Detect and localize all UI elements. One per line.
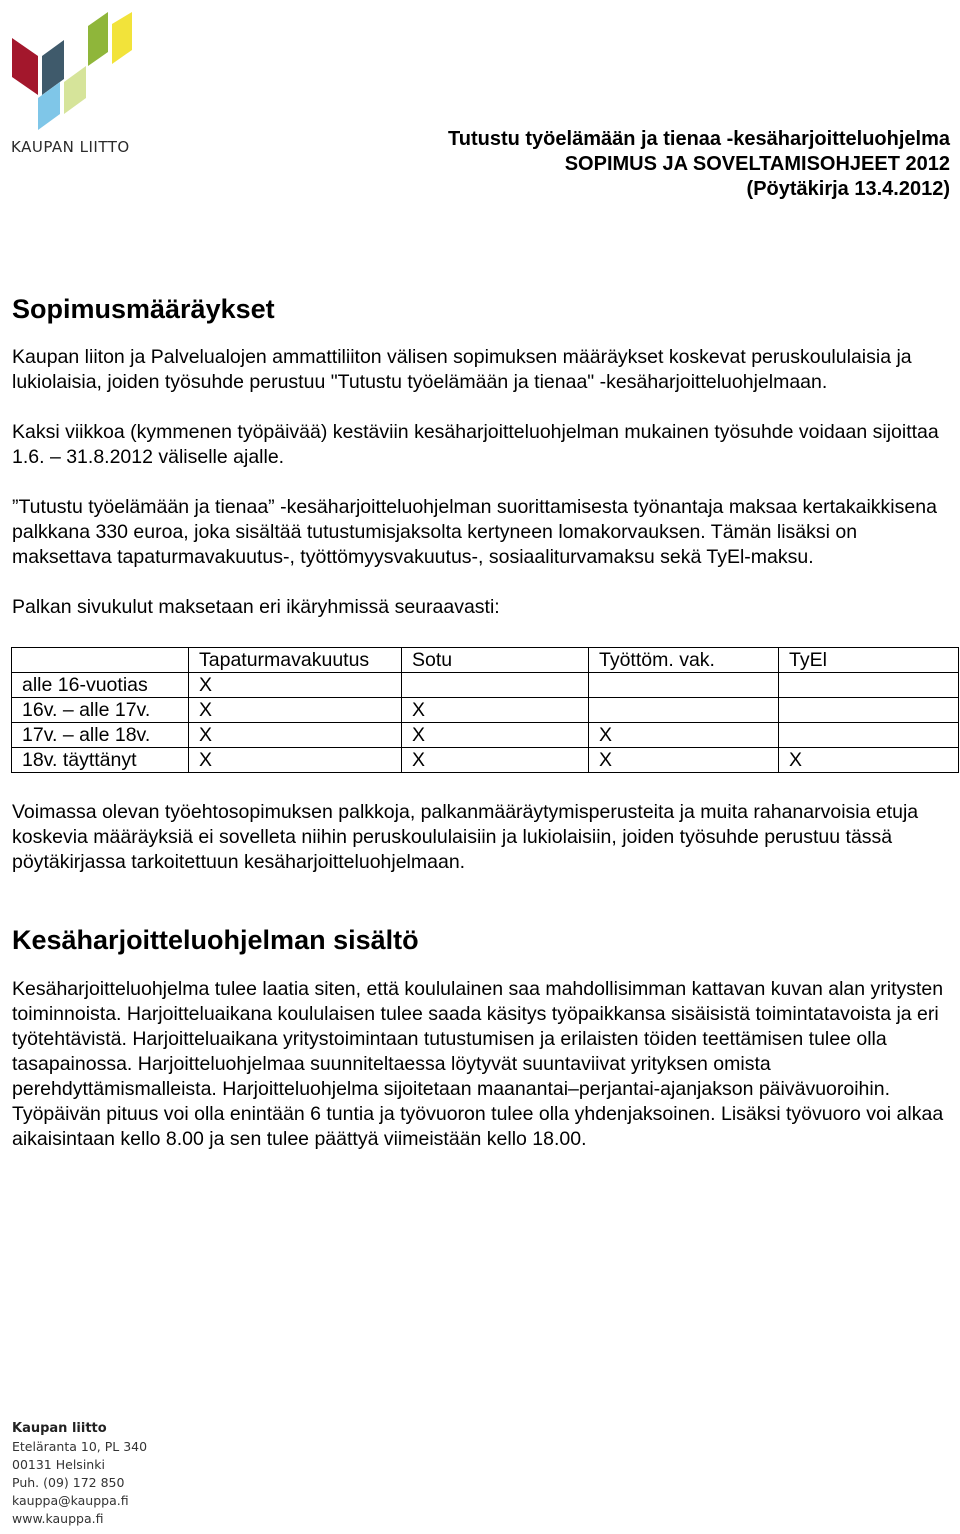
paragraph-side-costs: Palkan sivukulut maksetaan eri ikäryhmissä seuraavasti: (12, 596, 500, 618)
table-row (12, 698, 959, 723)
kaupan-liitto-logo (8, 10, 138, 156)
section-title-sisalto: Kesäharjoitteluohjelman sisältö (12, 925, 419, 955)
logo-shape-pale (64, 66, 86, 114)
logo-shape-dark (42, 40, 64, 95)
table-cell (402, 673, 589, 698)
table-cell (589, 673, 779, 698)
table-cell: X (402, 698, 589, 723)
logo-shape-green (88, 12, 108, 66)
table-header-cell: Työttöm. vak. (589, 648, 779, 673)
table-cell: X (189, 723, 402, 748)
table-header-row (12, 648, 959, 673)
table-cell: 16v. – alle 17v. (12, 698, 189, 723)
table-header-cell (12, 648, 189, 673)
footer-contact (12, 1420, 147, 1528)
table-header-cell: Tapaturmavakuutus (189, 648, 402, 673)
table-cell: X (189, 698, 402, 723)
table-cell: X (189, 673, 402, 698)
footer-address: Eteläranta 10, PL 340 (12, 1439, 148, 1454)
section-title-sopimusmaaraykset: Sopimusmääräykset (12, 294, 275, 324)
paragraph-program-content: Kesäharjoitteluohjelma tulee laatia siten, että koululainen saa mahdollisimman kattavan kuvan alan yritysten toiminnoista. Harjoitteluaikana koululaisen tulee saada käsitys työpaikkansa sisäisistä toimintatavoista ja eri työtehtävistä. Harjoitteluaikana yritystoimintaan tutustumisen ja erilaisten töiden teettämisen tulee olla tasapainossa. Harjoitteluohjelmaa suunniteltaessa löytyvät suuntaviivat yrityksen omista perehdyttämismalleista. Harjoitteluohjelma sijoitetaan maanantai–perjantai-ajanjakson päivävuoroihin. Työpäivän pituus voi olla enintään 6 tuntia ja työvuoron tulee olla yhdenjaksoinen. Lisäksi työvuoro voi alkaa aikaisintaan kello 8.00 ja sen tulee päättyä viimeistään kello 18.00. (12, 978, 944, 1150)
table-cell: X (402, 748, 589, 773)
table-cell (779, 673, 959, 698)
paragraph-exclusions: Voimassa olevan työehtosopimuksen palkkoja, palkanmääräytymisperusteita ja muita rahanarvoisia etuja koskevia määräyksiä ei sovelleta niihin peruskoululaisiin ja lukiolaisiin, joiden työsuhde perustuu tässä pöytäkirjassa tarkoitettuun kesäharjoitteluohjelmaan. (12, 801, 919, 873)
logo-mark-icon (8, 10, 138, 135)
table-cell: X (589, 748, 779, 773)
table-row (12, 748, 959, 773)
table-cell: X (779, 748, 959, 773)
header-protocol: (Pöytäkirja 13.4.2012) (746, 178, 950, 200)
paragraph-period: Kaksi viikkoa (kymmenen työpäivää) kestäviin kesäharjoitteluohjelman mukainen työsuhde voidaan sijoittaa 1.6. – 31.8.2012 väliselle ajalle. (12, 421, 939, 468)
document-header (448, 127, 950, 202)
table-header-cell: TyEl (779, 648, 959, 673)
table-cell (779, 698, 959, 723)
footer-org: Kaupan liitto (12, 1421, 107, 1436)
table-cell: X (589, 723, 779, 748)
footer-phone: Puh. (09) 172 850 (12, 1475, 125, 1490)
table-row (12, 723, 959, 748)
footer-email: kauppa@kauppa.fi (12, 1493, 129, 1508)
document-body (12, 292, 958, 1152)
table-cell (589, 698, 779, 723)
header-title: Tutustu työelämään ja tienaa -kesäharjoitteluohjelma (448, 128, 950, 150)
paragraph-salary: ”Tutustu työelämään ja tienaa” -kesäharjoitteluohjelman suorittamisesta työnantaja maksaa kertakaikkisena palkkana 330 euroa, joka sisältää tutustumisjaksolta kertyneen lomakorvauksen. Tämän lisäksi on maksettava tapaturmavakuutus-, työttömyysvakuutus-, sosiaaliturvamaksu sekä TyEl-maksu. (12, 496, 937, 568)
footer-web: www.kauppa.fi (12, 1511, 104, 1526)
table-cell (779, 723, 959, 748)
header-subtitle: SOPIMUS JA SOVELTAMISOHJEET 2012 (564, 153, 950, 175)
table-row (12, 673, 959, 698)
table-cell: 17v. – alle 18v. (12, 723, 189, 748)
logo-shape-red (12, 38, 38, 95)
table-header-cell: Sotu (402, 648, 589, 673)
footer-city: 00131 Helsinki (12, 1457, 105, 1472)
table-cell: X (402, 723, 589, 748)
table-cell: 18v. täyttänyt (12, 748, 189, 773)
logo-text: KAUPAN LIITTO (11, 138, 130, 156)
logo-shape-yellow (112, 12, 132, 64)
paragraph-scope: Kaupan liiton ja Palvelualojen ammattiliiton välisen sopimuksen määräykset koskevat peruskoululaisia ja lukiolaisia, joiden työsuhde perustuu "Tutustu työelämään ja tienaa" -kesäharjoitteluohjelmaan. (12, 346, 912, 393)
table-cell: X (189, 748, 402, 773)
table-cell: alle 16-vuotias (12, 673, 189, 698)
side-costs-table (11, 647, 959, 773)
